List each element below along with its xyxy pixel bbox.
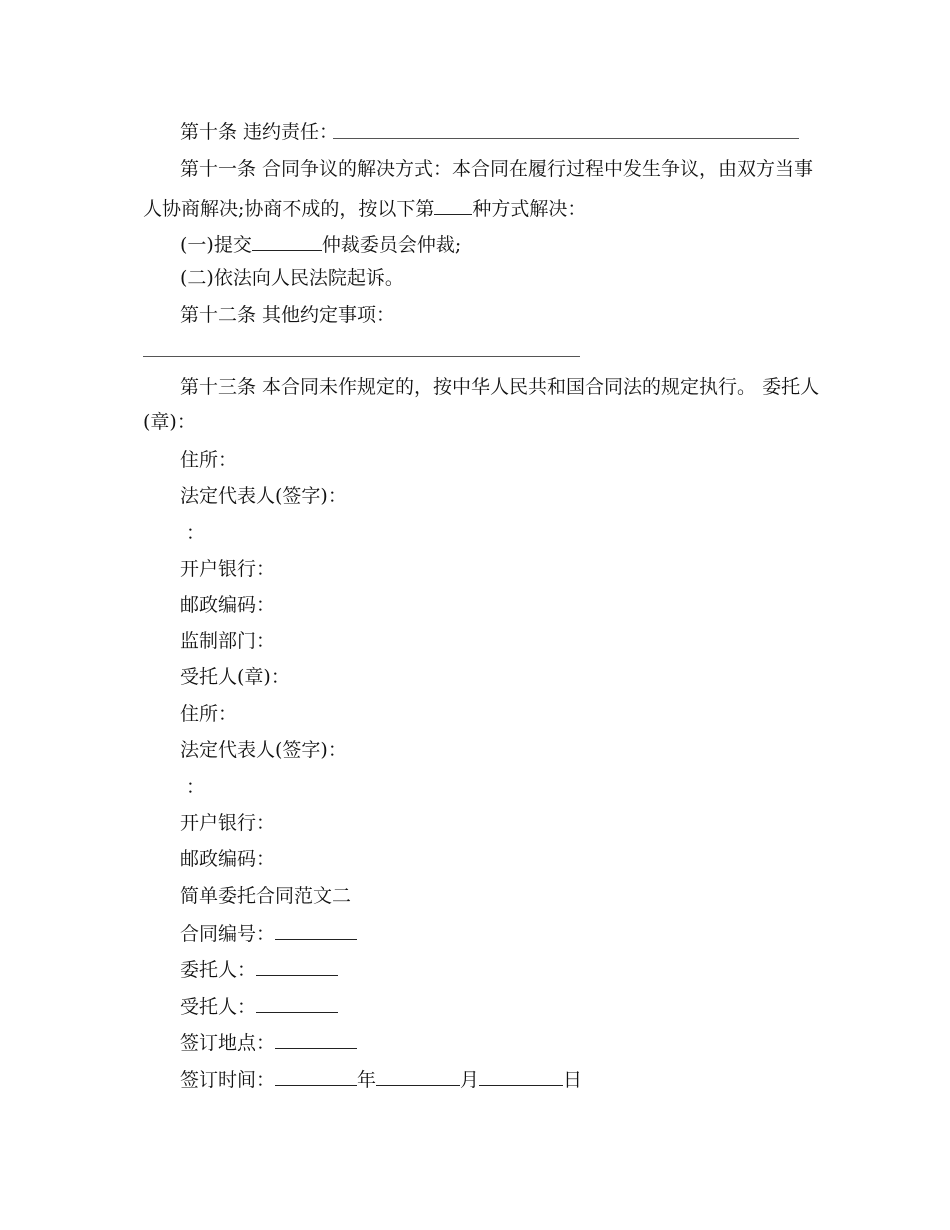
signing-place-label: 签订地点：	[180, 1032, 276, 1054]
sample-agent-blank	[256, 992, 338, 1013]
sample-principal-label: 委托人：	[180, 959, 257, 981]
sample-agent-label: 受托人：	[180, 996, 257, 1018]
option-court: (二)依法向人民法院起诉。	[180, 267, 404, 289]
signing-place	[180, 1028, 357, 1056]
month-label: 月	[460, 1069, 480, 1091]
sample-2-heading: 简单委托合同范文二	[180, 885, 352, 907]
month-blank	[376, 1065, 460, 1086]
agent-address: 住所：	[180, 703, 238, 725]
sample-principal	[180, 955, 338, 983]
contract-number	[180, 919, 357, 947]
year-label: 年	[357, 1069, 377, 1091]
sample-agent	[180, 992, 338, 1020]
article-10	[180, 119, 338, 145]
agent-colon: ：	[186, 776, 206, 798]
signing-place-blank	[275, 1028, 357, 1049]
contract-number-label: 合同编号：	[180, 923, 276, 945]
day-blank	[479, 1065, 563, 1086]
principal-colon: ：	[186, 522, 206, 544]
article-11-line2-text: 人协商解决;协商不成的，按以下第	[143, 198, 435, 220]
article-13-line2: (章)：	[143, 411, 196, 433]
method-number-blank	[434, 194, 472, 215]
signing-time-label: 签订时间：	[180, 1069, 276, 1091]
signing-time	[180, 1065, 582, 1093]
arbitration-commission-blank	[252, 230, 322, 251]
article-13-line1: 第十三条 本合同未作规定的，按中华人民共和国合同法的规定执行。 委托人	[180, 376, 820, 398]
principal-rep: 法定代表人(签字)：	[180, 485, 347, 507]
principal-postcode: 邮政编码：	[180, 594, 276, 616]
principal-supervisor: 监制部门：	[180, 630, 276, 652]
article-12: 第十二条 其他约定事项：	[180, 304, 396, 326]
agent-rep: 法定代表人(签字)：	[180, 739, 347, 761]
agent-postcode: 邮政编码：	[180, 848, 276, 870]
principal-bank: 开户银行：	[180, 558, 276, 580]
option-1-tail: 仲裁委员会仲裁;	[321, 234, 462, 256]
article-11-line1: 第十一条 合同争议的解决方式：本合同在履行过程中发生争议，由双方当事	[180, 158, 814, 180]
article-10-blank	[333, 138, 799, 139]
agent-title: 受托人(章)：	[180, 666, 290, 688]
year-blank	[275, 1065, 357, 1086]
article-11-line2	[143, 194, 586, 222]
article-11-line2-tail: 种方式解决：	[472, 198, 587, 220]
contract-number-blank	[275, 919, 357, 940]
option-1-text: (一)提交	[180, 234, 252, 256]
option-arbitration	[180, 230, 461, 258]
sample-principal-blank	[256, 955, 338, 976]
day-label: 日	[563, 1069, 583, 1091]
principal-address: 住所：	[180, 449, 238, 471]
article-12-blank	[143, 356, 580, 357]
article-10-label: 第十条 违约责任：	[180, 121, 339, 143]
agent-bank: 开户银行：	[180, 812, 276, 834]
